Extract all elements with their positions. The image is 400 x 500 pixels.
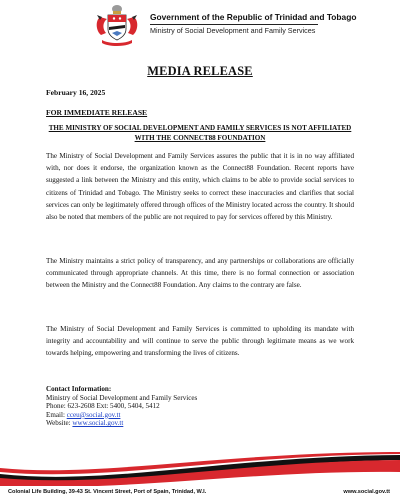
footer-wave-decoration: [0, 452, 400, 486]
release-headline: THE MINISTRY OF SOCIAL DEVELOPMENT AND FAMILY SERVICES IS NOT AFFILIATED WITH THE CONNECT88 FOUNDATION: [48, 124, 352, 142]
immediate-release-label: FOR IMMEDIATE RELEASE: [46, 108, 148, 117]
contact-website-row: [46, 419, 346, 428]
coat-of-arms-icon: [92, 3, 142, 47]
website-label: Website:: [46, 419, 73, 428]
government-title: Government of the Republic of Trinidad and Tobago: [150, 12, 357, 22]
ministry-title: Ministry of Social Development and Family Services: [150, 26, 316, 35]
paragraph-3: The Ministry of Social Development and Family Services is committed to upholding its mandate with integrity and accountability and will continue to serve the public through legitimate means as we work towards helping, empowering and transforming the lives of citizens.: [46, 325, 354, 358]
paragraph-1: The Ministry of Social Development and Family Services assures the public that it is in no way affiliated with, nor does it endorse, the organization known as the Connect88 Foundation. Recent reports have suggested a link between the Ministry and this entity, which claims to be able to provide social services to citizens of Trinidad and Tobago. The Ministry seeks to correct these inaccuracies and clarifies that social services can only be legitimately offered through offices of the Ministry located across the country. It should also be noted that members of the public are not required to pay for services offered by this Ministry.: [46, 152, 354, 222]
letterhead-divider: [150, 24, 318, 25]
footer-address: Colonial Life Building, 39-43 St. Vincent Street, Port of Spain, Trinidad, W.I.: [8, 489, 207, 495]
contact-email-row: [46, 411, 346, 420]
letterhead: [0, 0, 400, 50]
contact-phone: Phone: 623-2608 Ext: 5400, 5404, 5412: [46, 402, 160, 411]
release-date: February 16, 2025: [46, 88, 106, 97]
footer-website: www.social.gov.tt: [343, 489, 390, 495]
paragraph-2: The Ministry maintains a strict policy of transparency, and any partnerships or collaborations are officially communicated through appropriate channels. At this time, there is no formal connection or association between the Ministry and the Connect88 Foundation. Any claims to the contrary are false.: [46, 257, 354, 290]
email-label: Email:: [46, 410, 67, 419]
contact-information: [46, 385, 346, 428]
contact-heading: Contact Information:: [46, 385, 112, 393]
website-link[interactable]: www.social.gov.tt: [72, 419, 124, 428]
contact-organization: Ministry of Social Development and Family Services: [46, 393, 198, 402]
email-link[interactable]: cceu@social.gov.tt: [66, 410, 121, 419]
release-title: MEDIA RELEASE: [147, 64, 253, 78]
